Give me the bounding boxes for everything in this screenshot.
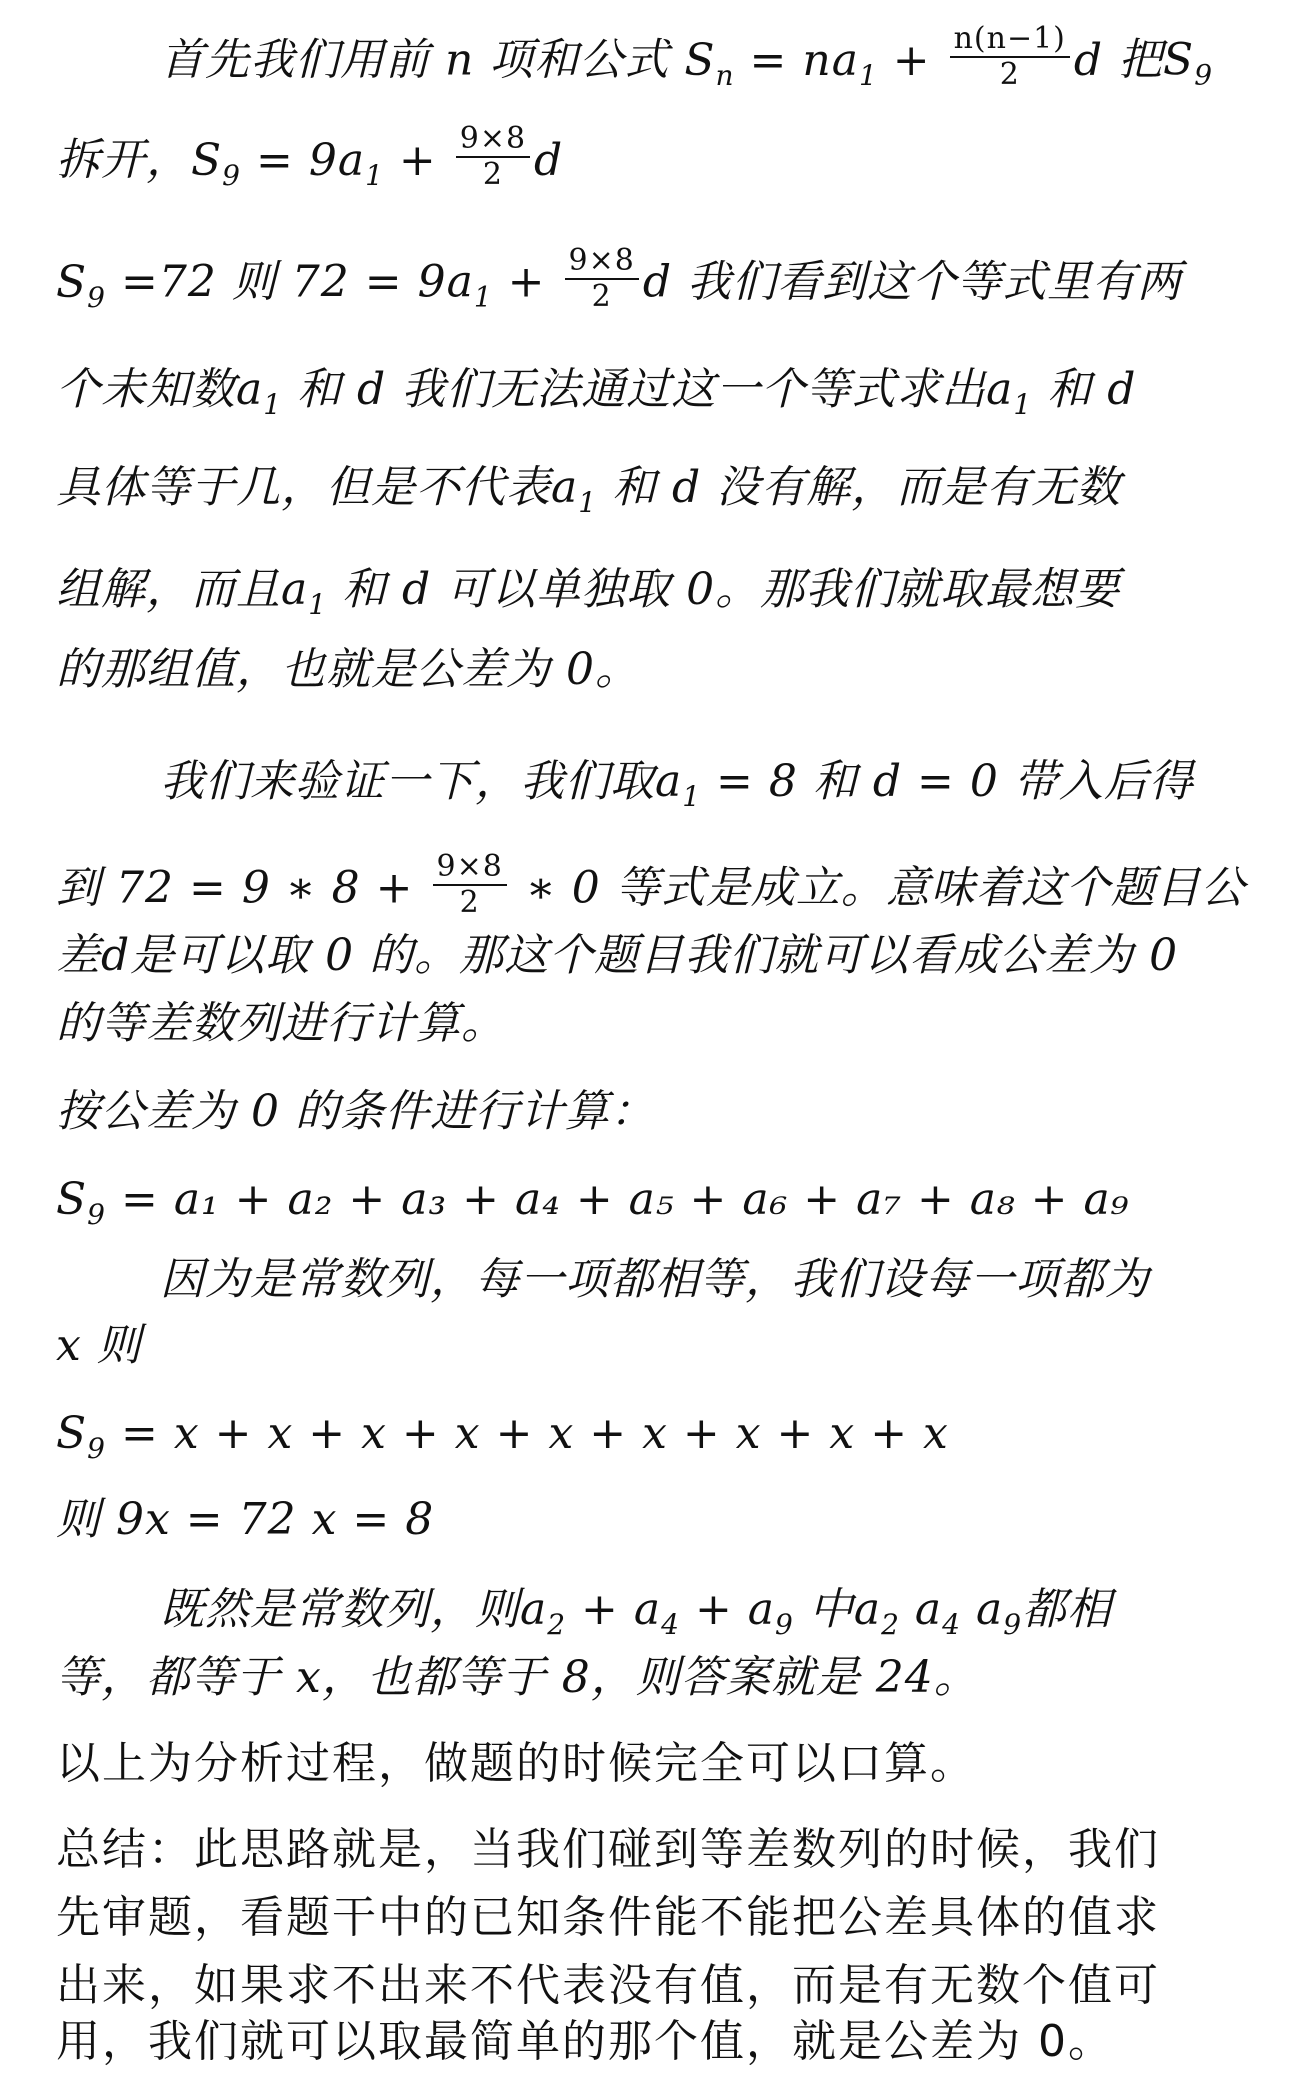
analysis-note: 以上为分析过程，做题的时候完全可以口算。 — [56, 1738, 976, 1789]
p1-line7: 的那组值，也就是公差为 0。 — [56, 644, 640, 695]
fraction: $\frac{9\times 8}{2}$ — [433, 850, 507, 920]
p1-line1-prefix: 首先我们用前 n 项和公式 — [160, 34, 670, 86]
p2-line3: 差d是可以取 0 的。那这个题目我们就可以看成公差为 0 — [56, 930, 1179, 981]
summary-line4: 用，我们就可以取最简单的那个值，就是公差为 0。 — [56, 2016, 1114, 2067]
conclusion-line1: 既然是常数列，则$a_2 + a_4 + a_9$ 中$a_2$ $a_4$ $a_9$都相 — [160, 1584, 1113, 1641]
fraction: $\frac{9\times 8}{2}$ — [456, 122, 530, 192]
p2-line2: 到 72 = 9 ∗ 8 + $\frac{9\times 8}{2}$ ∗ 0 等式是成立。意味着这个题目公 — [56, 849, 1246, 920]
sum-line: $S_9 = a_1 + a_2 + a_3 + a_4 + a_5 + a_6 + a_7 + a_8 + a_9$ — [56, 1174, 1130, 1231]
p1-line6: 组解，而且$a_1$ 和 d 可以单独取 0。那我们就取最想要 — [56, 564, 1121, 621]
summary-line1: 总结：此思路就是，当我们碰到等差数列的时候，我们 — [56, 1824, 1160, 1875]
sum-formula: $S_n = na_1$ + $\frac{n(n-1)}{2}$ d — [684, 21, 1104, 92]
fraction: $\frac{9\times 8}{2}$ — [565, 244, 639, 314]
x-sum-line: $S_9 = x + x + x + x + x + x + x + x + x$ — [56, 1408, 949, 1465]
const-line1: 因为是常数列，每一项都相等，我们设每一项都为 — [160, 1254, 1150, 1305]
p2-line4: 的等差数列进行计算。 — [56, 998, 506, 1049]
fraction: $\frac{n(n-1)}{2}$ — [950, 22, 1070, 92]
p1-line2: 拆开，$S_9 = 9a_1$ + $\frac{9\times 8}{2}$ d — [56, 121, 564, 192]
solve-line: 则 9x = 72 x = 8 — [56, 1494, 435, 1545]
calc-heading: 按公差为 0 的条件进行计算： — [56, 1086, 655, 1137]
p1-line1: 首先我们用前 n 项和公式 $S_n = na_1$ + $\frac{n(n-1)}{2}$ d 把$S_9$ — [160, 21, 1214, 92]
summary-line3: 出来，如果求不出来不代表没有值，而是有无数个值可 — [56, 1960, 1160, 2011]
p2-line1: 我们来验证一下，我们取$a_1 = 8$ 和 d = 0 带入后得 — [160, 756, 1194, 813]
p1-line3: $S_9 =72$ 则 $72 = 9a_1$ + $\frac{9\times 8}{2}$ d 我们看到这个等式里有两 — [56, 243, 1183, 314]
p1-line5: 具体等于几，但是不代表$a_1$ 和 d 没有解，而是有无数 — [56, 462, 1122, 519]
p1-line4: 个未知数$a_1$ 和 d 我们无法通过这一个等式求出$a_1$ 和 d — [56, 364, 1137, 421]
summary-line2: 先审题，看题干中的已知条件能不能把公差具体的值求 — [56, 1892, 1160, 1943]
const-line2: x 则 — [56, 1320, 142, 1371]
conclusion-line2: 等，都等于 x，也都等于 8，则答案就是 24。 — [56, 1652, 979, 1703]
